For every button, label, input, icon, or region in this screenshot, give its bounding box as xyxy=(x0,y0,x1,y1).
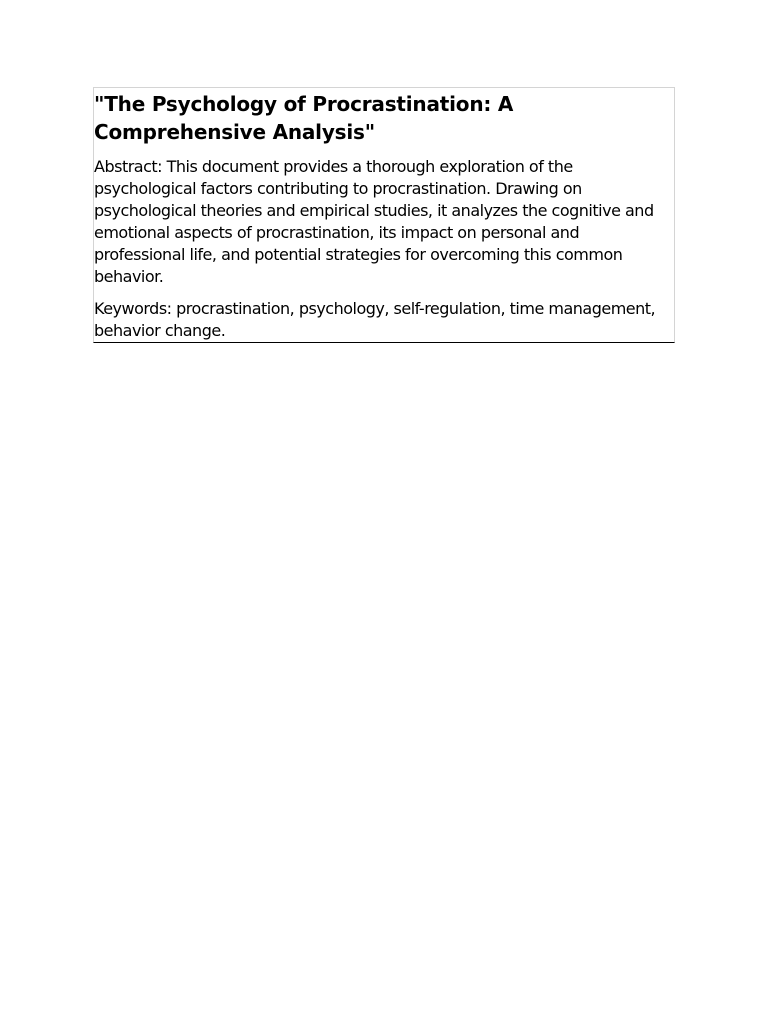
document-container xyxy=(93,87,675,343)
abstract-paragraph: Abstract: This document provides a thorough exploration of the psychological factors contributing to procrastination. Drawing on psychological theories and empirical studies, it analyzes the cognitive and emotional aspects of procrastination, its impact on personal and professional life, and potential strategies for overcoming this common behavior. xyxy=(94,157,654,286)
keywords-paragraph: Keywords: procrastination, psychology, self-regulation, time management, behavior change. xyxy=(94,299,656,340)
document-title: "The Psychology of Procrastination: A Comprehensive Analysis" xyxy=(94,92,514,144)
